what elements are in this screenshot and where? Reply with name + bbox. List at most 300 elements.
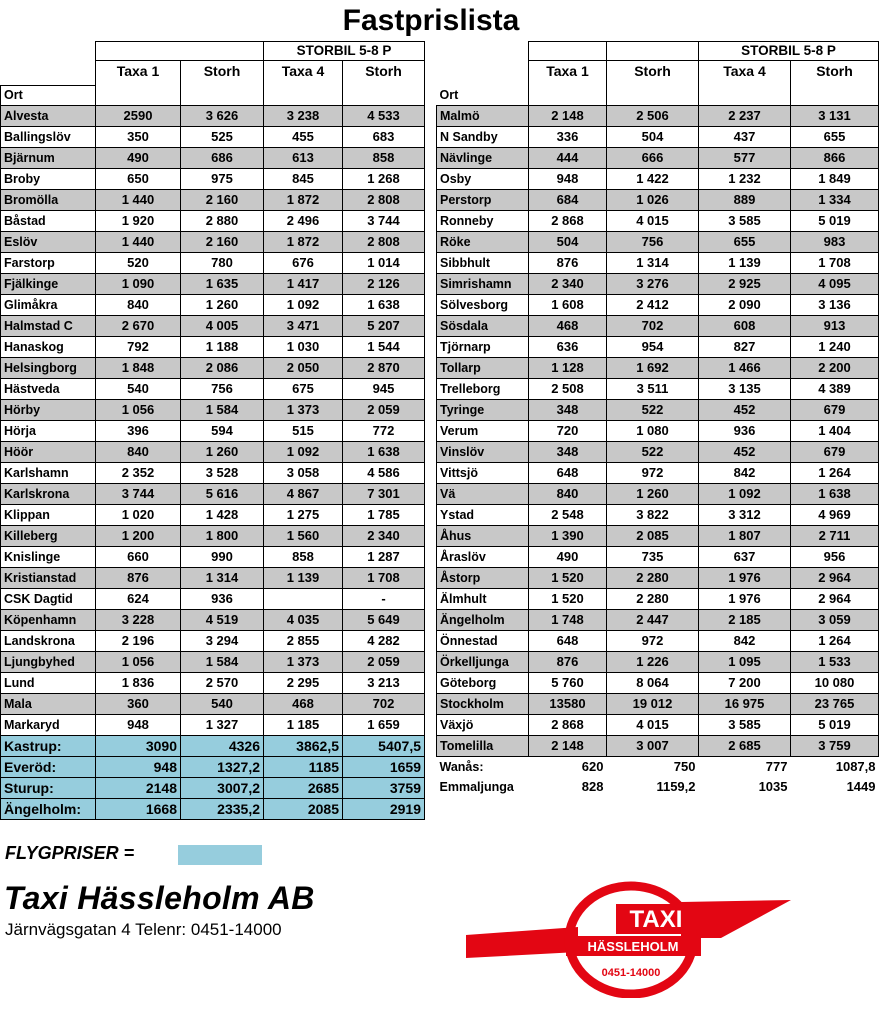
- storh4-cell: 7 301: [343, 484, 425, 505]
- table-row: [1, 631, 425, 652]
- storh4-cell: 866: [791, 148, 879, 169]
- col-header-ort: Ort: [437, 85, 529, 106]
- place-cell: Sibbhult: [437, 253, 529, 274]
- storh4-cell: 23 765: [791, 694, 879, 715]
- storh4-cell: 1 264: [791, 631, 879, 652]
- taxa1-cell: 1 440: [96, 190, 181, 211]
- logo-right-wing: [681, 900, 791, 938]
- storh4-cell: -: [343, 589, 425, 610]
- company-address: Järnvägsgatan 4 Telenr: 0451-14000: [5, 920, 282, 939]
- storh4-cell: 655: [791, 127, 879, 148]
- taxa4-cell: 452: [699, 400, 791, 421]
- taxa1-cell: 648: [529, 631, 607, 652]
- flygpriser-legend-swatch: [178, 845, 262, 865]
- table-row: [437, 211, 879, 232]
- col-header-storh: Storh: [181, 61, 264, 86]
- table-row: [1, 568, 425, 589]
- place-cell: Landskrona: [1, 631, 96, 652]
- taxa4-cell: 4 867: [264, 484, 343, 505]
- taxa4-cell: 3 471: [264, 316, 343, 337]
- taxa1-cell: 1 520: [529, 589, 607, 610]
- taxa4-cell: 2 185: [699, 610, 791, 631]
- place-cell: N Sandby: [437, 127, 529, 148]
- storh4-cell: 3 744: [343, 211, 425, 232]
- place-cell: Malmö: [437, 106, 529, 127]
- taxa4-cell: 1 095: [699, 652, 791, 673]
- taxa1-cell: 636: [529, 337, 607, 358]
- table-row: [437, 106, 879, 127]
- storh4-cell: 2 964: [791, 568, 879, 589]
- storh4-cell: 1 638: [343, 295, 425, 316]
- taxa1-cell: 2 868: [529, 211, 607, 232]
- taxa1-cell: 660: [96, 547, 181, 568]
- storh1-cell: 750: [607, 757, 699, 778]
- storh1-cell: 780: [181, 253, 264, 274]
- storh4-cell: 5 019: [791, 715, 879, 736]
- storh4-cell: 2 059: [343, 400, 425, 421]
- taxa1-cell: 1 920: [96, 211, 181, 232]
- table-row: [1, 736, 425, 757]
- taxa1-cell: 948: [529, 169, 607, 190]
- storh4-cell: 4 533: [343, 106, 425, 127]
- storh4-cell: 1659: [343, 757, 425, 778]
- storh1-cell: 1 026: [607, 190, 699, 211]
- header-blank: [1, 61, 96, 86]
- place-cell: Ljungbyhed: [1, 652, 96, 673]
- taxa4-cell: 845: [264, 169, 343, 190]
- storh1-cell: 1 314: [607, 253, 699, 274]
- storh1-cell: 4 015: [607, 715, 699, 736]
- taxa4-cell: 889: [699, 190, 791, 211]
- storh4-cell: 5 207: [343, 316, 425, 337]
- place-cell: Nävlinge: [437, 148, 529, 169]
- storh1-cell: 972: [607, 463, 699, 484]
- header-group-empty: [529, 42, 607, 61]
- storh4-cell: 1 268: [343, 169, 425, 190]
- place-cell: Karlshamn: [1, 463, 96, 484]
- storh4-cell: 4 282: [343, 631, 425, 652]
- taxa1-cell: 2 196: [96, 631, 181, 652]
- storh4-cell: 679: [791, 400, 879, 421]
- taxa1-cell: 1 440: [96, 232, 181, 253]
- place-cell: Hörja: [1, 421, 96, 442]
- place-cell: Vinslöv: [437, 442, 529, 463]
- storh4-cell: 10 080: [791, 673, 879, 694]
- table-row: [437, 295, 879, 316]
- storh1-cell: 2 570: [181, 673, 264, 694]
- table-row: [437, 316, 879, 337]
- storh1-cell: 525: [181, 127, 264, 148]
- flygpriser-legend-label: FLYGPRISER =: [5, 843, 135, 863]
- storh1-cell: 1 188: [181, 337, 264, 358]
- taxa1-cell: 2 868: [529, 715, 607, 736]
- storh4-cell: 702: [343, 694, 425, 715]
- taxa4-cell: 1 373: [264, 652, 343, 673]
- storh1-cell: 1327,2: [181, 757, 264, 778]
- taxa4-cell: 1 872: [264, 190, 343, 211]
- taxa1-cell: 1 520: [529, 568, 607, 589]
- place-cell: Sölvesborg: [437, 295, 529, 316]
- storh1-cell: 4 015: [607, 211, 699, 232]
- place-cell: Båstad: [1, 211, 96, 232]
- taxa4-cell: 515: [264, 421, 343, 442]
- storh1-cell: 5 616: [181, 484, 264, 505]
- place-cell: Lund: [1, 673, 96, 694]
- table-row: [1, 379, 425, 400]
- col-header-taxa1: Taxa 1: [96, 61, 181, 86]
- taxa4-cell: 1 030: [264, 337, 343, 358]
- taxa1-cell: 2 548: [529, 505, 607, 526]
- taxa4-cell: 936: [699, 421, 791, 442]
- storh1-cell: 2 412: [607, 295, 699, 316]
- table-row: [437, 442, 879, 463]
- taxa1-cell: 1 020: [96, 505, 181, 526]
- taxa4-cell: 1 139: [264, 568, 343, 589]
- storh4-cell: 4 095: [791, 274, 879, 295]
- storh4-cell: 1 533: [791, 652, 879, 673]
- storh4-cell: 1 708: [791, 253, 879, 274]
- taxa4-cell: 2 496: [264, 211, 343, 232]
- storh1-cell: 1159,2: [607, 777, 699, 797]
- taxa1-cell: 2148: [96, 778, 181, 799]
- taxa4-cell: 1 976: [699, 568, 791, 589]
- table-row: [1, 778, 425, 799]
- place-cell: Göteborg: [437, 673, 529, 694]
- taxa1-cell: 840: [96, 442, 181, 463]
- taxa4-cell: 1 232: [699, 169, 791, 190]
- taxa1-cell: 348: [529, 400, 607, 421]
- taxa1-cell: 792: [96, 337, 181, 358]
- place-cell: Osby: [437, 169, 529, 190]
- place-cell: Ängelholm:: [1, 799, 96, 820]
- storh4-cell: 2 870: [343, 358, 425, 379]
- place-cell: Sösdala: [437, 316, 529, 337]
- storh1-cell: 936: [181, 589, 264, 610]
- taxa1-cell: 876: [96, 568, 181, 589]
- place-cell: Tollarp: [437, 358, 529, 379]
- storh1-cell: 3 276: [607, 274, 699, 295]
- taxa1-cell: 1 200: [96, 526, 181, 547]
- table-row: [1, 526, 425, 547]
- taxa4-cell: 1 807: [699, 526, 791, 547]
- storh1-cell: 2 085: [607, 526, 699, 547]
- storh4-cell: 1 708: [343, 568, 425, 589]
- taxa1-cell: 348: [529, 442, 607, 463]
- taxa4-cell: 3 585: [699, 211, 791, 232]
- taxa4-cell: 2685: [264, 778, 343, 799]
- taxa1-cell: 2 148: [529, 106, 607, 127]
- storh4-cell: 3 131: [791, 106, 879, 127]
- table-row: [437, 757, 879, 778]
- storh1-cell: 1 635: [181, 274, 264, 295]
- table-row: [437, 253, 879, 274]
- table-row: [437, 505, 879, 526]
- table-row: [437, 400, 879, 421]
- taxa1-cell: 504: [529, 232, 607, 253]
- table-row: [437, 358, 879, 379]
- storh4-cell: 3 759: [791, 736, 879, 757]
- place-cell: Alvesta: [1, 106, 96, 127]
- storh4-cell: 5407,5: [343, 736, 425, 757]
- header-blank: [1, 42, 96, 61]
- taxi-hassleholm-logo: [466, 880, 796, 998]
- taxa1-cell: 444: [529, 148, 607, 169]
- table-row: [1, 106, 425, 127]
- storh4-cell: 1087,8: [791, 757, 879, 778]
- place-cell: Ballingslöv: [1, 127, 96, 148]
- storh1-cell: 4326: [181, 736, 264, 757]
- storh1-cell: 19 012: [607, 694, 699, 715]
- taxa4-cell: 3 135: [699, 379, 791, 400]
- place-cell: Halmstad C: [1, 316, 96, 337]
- storh1-cell: 4 005: [181, 316, 264, 337]
- place-cell: Knislinge: [1, 547, 96, 568]
- place-cell: Wanås:: [437, 757, 529, 778]
- storh4-cell: 1 849: [791, 169, 879, 190]
- taxa1-cell: 1668: [96, 799, 181, 820]
- col-header-taxa4: Taxa 4: [264, 61, 343, 86]
- storh1-cell: 954: [607, 337, 699, 358]
- taxa4-cell: 4 035: [264, 610, 343, 631]
- taxa1-cell: 490: [529, 547, 607, 568]
- place-cell: Eslöv: [1, 232, 96, 253]
- storh1-cell: 2335,2: [181, 799, 264, 820]
- taxa1-cell: 13580: [529, 694, 607, 715]
- col-header-ort: Ort: [1, 85, 96, 106]
- table-row: [437, 631, 879, 652]
- storh1-cell: 540: [181, 694, 264, 715]
- place-cell: Emmaljunga: [437, 777, 529, 797]
- place-cell: Önnestad: [437, 631, 529, 652]
- taxa1-cell: 620: [529, 757, 607, 778]
- taxa4-cell: 1 139: [699, 253, 791, 274]
- place-cell: Åhus: [437, 526, 529, 547]
- taxa1-cell: 720: [529, 421, 607, 442]
- place-cell: Hörby: [1, 400, 96, 421]
- place-cell: Ängelholm: [437, 610, 529, 631]
- taxa1-cell: 3 228: [96, 610, 181, 631]
- storh4-cell: 2919: [343, 799, 425, 820]
- taxa1-cell: 3 744: [96, 484, 181, 505]
- storh4-cell: 772: [343, 421, 425, 442]
- company-name: Taxi Hässleholm AB: [4, 880, 315, 916]
- storh4-cell: 956: [791, 547, 879, 568]
- storh1-cell: 1 800: [181, 526, 264, 547]
- storh4-cell: 4 969: [791, 505, 879, 526]
- taxa4-cell: 2 237: [699, 106, 791, 127]
- taxa4-cell: 1 092: [264, 442, 343, 463]
- taxa4-cell: 2085: [264, 799, 343, 820]
- price-table-left: [0, 41, 425, 820]
- table-row: [1, 253, 425, 274]
- storh1-cell: 1 260: [181, 442, 264, 463]
- table-row: [1, 358, 425, 379]
- storh1-cell: 702: [607, 316, 699, 337]
- taxa4-cell: 7 200: [699, 673, 791, 694]
- place-cell: Helsingborg: [1, 358, 96, 379]
- place-cell: Mala: [1, 694, 96, 715]
- table-row: [437, 673, 879, 694]
- table-row: [437, 715, 879, 736]
- storh4-cell: 5 649: [343, 610, 425, 631]
- taxa4-cell: 613: [264, 148, 343, 169]
- taxa4-cell: 1 872: [264, 232, 343, 253]
- taxa4-cell: 3 312: [699, 505, 791, 526]
- taxa4-cell: 1035: [699, 777, 791, 797]
- col-header-storh: Storh: [791, 61, 879, 86]
- storh4-cell: 945: [343, 379, 425, 400]
- place-cell: Verum: [437, 421, 529, 442]
- col-header-storh: Storh: [607, 61, 699, 86]
- storh4-cell: 3 136: [791, 295, 879, 316]
- storh1-cell: 3007,2: [181, 778, 264, 799]
- place-cell: CSK Dagtid: [1, 589, 96, 610]
- taxa4-cell: 1 976: [699, 589, 791, 610]
- table-row: [437, 736, 879, 757]
- storh4-cell: 3 213: [343, 673, 425, 694]
- place-cell: Älmhult: [437, 589, 529, 610]
- header-group-empty: [607, 42, 699, 61]
- table-row: [437, 526, 879, 547]
- place-cell: Stockholm: [437, 694, 529, 715]
- storh4-cell: 1 404: [791, 421, 879, 442]
- taxa4-cell: 1 417: [264, 274, 343, 295]
- storh1-cell: 2 447: [607, 610, 699, 631]
- storh4-cell: 1 240: [791, 337, 879, 358]
- storh1-cell: 972: [607, 631, 699, 652]
- storh1-cell: 2 086: [181, 358, 264, 379]
- taxa4-cell: 1 373: [264, 400, 343, 421]
- storh4-cell: 4 389: [791, 379, 879, 400]
- taxa4-cell: 1 092: [264, 295, 343, 316]
- table-row: [437, 127, 879, 148]
- place-cell: Klippan: [1, 505, 96, 526]
- storh4-cell: 1 544: [343, 337, 425, 358]
- table-row: [1, 337, 425, 358]
- storh4-cell: 2 964: [791, 589, 879, 610]
- table-row: [437, 274, 879, 295]
- table-row: [1, 484, 425, 505]
- place-cell: Everöd:: [1, 757, 96, 778]
- storh4-cell: 2 808: [343, 190, 425, 211]
- storh4-cell: 2 340: [343, 526, 425, 547]
- taxa1-cell: 840: [529, 484, 607, 505]
- table-row: [437, 589, 879, 610]
- header-storbil: STORBIL 5-8 P: [699, 42, 879, 61]
- storh1-cell: 2 160: [181, 232, 264, 253]
- taxa4-cell: 1 092: [699, 484, 791, 505]
- taxa1-cell: 1 836: [96, 673, 181, 694]
- place-cell: Ronneby: [437, 211, 529, 232]
- place-cell: Åraslöv: [437, 547, 529, 568]
- storh4-cell: 4 586: [343, 463, 425, 484]
- table-row: [1, 400, 425, 421]
- storh1-cell: 8 064: [607, 673, 699, 694]
- table-row: [1, 295, 425, 316]
- taxa1-cell: 350: [96, 127, 181, 148]
- table-row: [437, 169, 879, 190]
- taxa4-cell: 2 090: [699, 295, 791, 316]
- table-row: [437, 421, 879, 442]
- header-blank: [437, 61, 529, 86]
- place-cell: Tyringe: [437, 400, 529, 421]
- place-cell: Höör: [1, 442, 96, 463]
- place-cell: Örkelljunga: [437, 652, 529, 673]
- table-row: [437, 190, 879, 211]
- storh1-cell: 2 280: [607, 589, 699, 610]
- taxa4-cell: 1185: [264, 757, 343, 778]
- storh4-cell: 1449: [791, 777, 879, 797]
- storh1-cell: 2 880: [181, 211, 264, 232]
- taxa4-cell: 1 185: [264, 715, 343, 736]
- storh4-cell: 2 711: [791, 526, 879, 547]
- place-cell: Tomelilla: [437, 736, 529, 757]
- table-row: [437, 484, 879, 505]
- storh1-cell: 3 511: [607, 379, 699, 400]
- taxa1-cell: 650: [96, 169, 181, 190]
- table-row: [1, 715, 425, 736]
- taxa1-cell: 948: [96, 757, 181, 778]
- table-row: [1, 757, 425, 778]
- place-cell: Farstorp: [1, 253, 96, 274]
- storh1-cell: 1 327: [181, 715, 264, 736]
- taxa1-cell: 876: [529, 652, 607, 673]
- storh4-cell: 1 334: [791, 190, 879, 211]
- taxa1-cell: 1 056: [96, 652, 181, 673]
- taxa4-cell: 468: [264, 694, 343, 715]
- taxa1-cell: 468: [529, 316, 607, 337]
- taxa4-cell: 455: [264, 127, 343, 148]
- storh1-cell: 522: [607, 400, 699, 421]
- storh1-cell: 2 280: [607, 568, 699, 589]
- taxa1-cell: 490: [96, 148, 181, 169]
- place-cell: Simrishamn: [437, 274, 529, 295]
- storh1-cell: 975: [181, 169, 264, 190]
- taxa4-cell: 1 275: [264, 505, 343, 526]
- taxa1-cell: 2 148: [529, 736, 607, 757]
- taxa1-cell: 1 390: [529, 526, 607, 547]
- table-row: [437, 652, 879, 673]
- table-row: [437, 568, 879, 589]
- storh1-cell: 666: [607, 148, 699, 169]
- storh1-cell: 3 294: [181, 631, 264, 652]
- taxa1-cell: 336: [529, 127, 607, 148]
- place-cell: Bromölla: [1, 190, 96, 211]
- header-storbil: STORBIL 5-8 P: [264, 42, 425, 61]
- storh1-cell: 1 692: [607, 358, 699, 379]
- taxa1-cell: 684: [529, 190, 607, 211]
- taxa4-cell: 1 560: [264, 526, 343, 547]
- taxa1-cell: 396: [96, 421, 181, 442]
- table-row: [437, 777, 879, 797]
- taxa4-cell: 3 238: [264, 106, 343, 127]
- taxa4-cell: 858: [264, 547, 343, 568]
- table-row: [1, 799, 425, 820]
- table-row: [1, 148, 425, 169]
- taxa1-cell: 840: [96, 295, 181, 316]
- taxa4-cell: 676: [264, 253, 343, 274]
- storh1-cell: 3 626: [181, 106, 264, 127]
- table-row: [437, 547, 879, 568]
- place-cell: Vä: [437, 484, 529, 505]
- place-cell: Ystad: [437, 505, 529, 526]
- place-cell: Vittsjö: [437, 463, 529, 484]
- place-cell: Hanaskog: [1, 337, 96, 358]
- taxa1-cell: 876: [529, 253, 607, 274]
- place-cell: Kristianstad: [1, 568, 96, 589]
- place-cell: Tjörnarp: [437, 337, 529, 358]
- taxa1-cell: 3090: [96, 736, 181, 757]
